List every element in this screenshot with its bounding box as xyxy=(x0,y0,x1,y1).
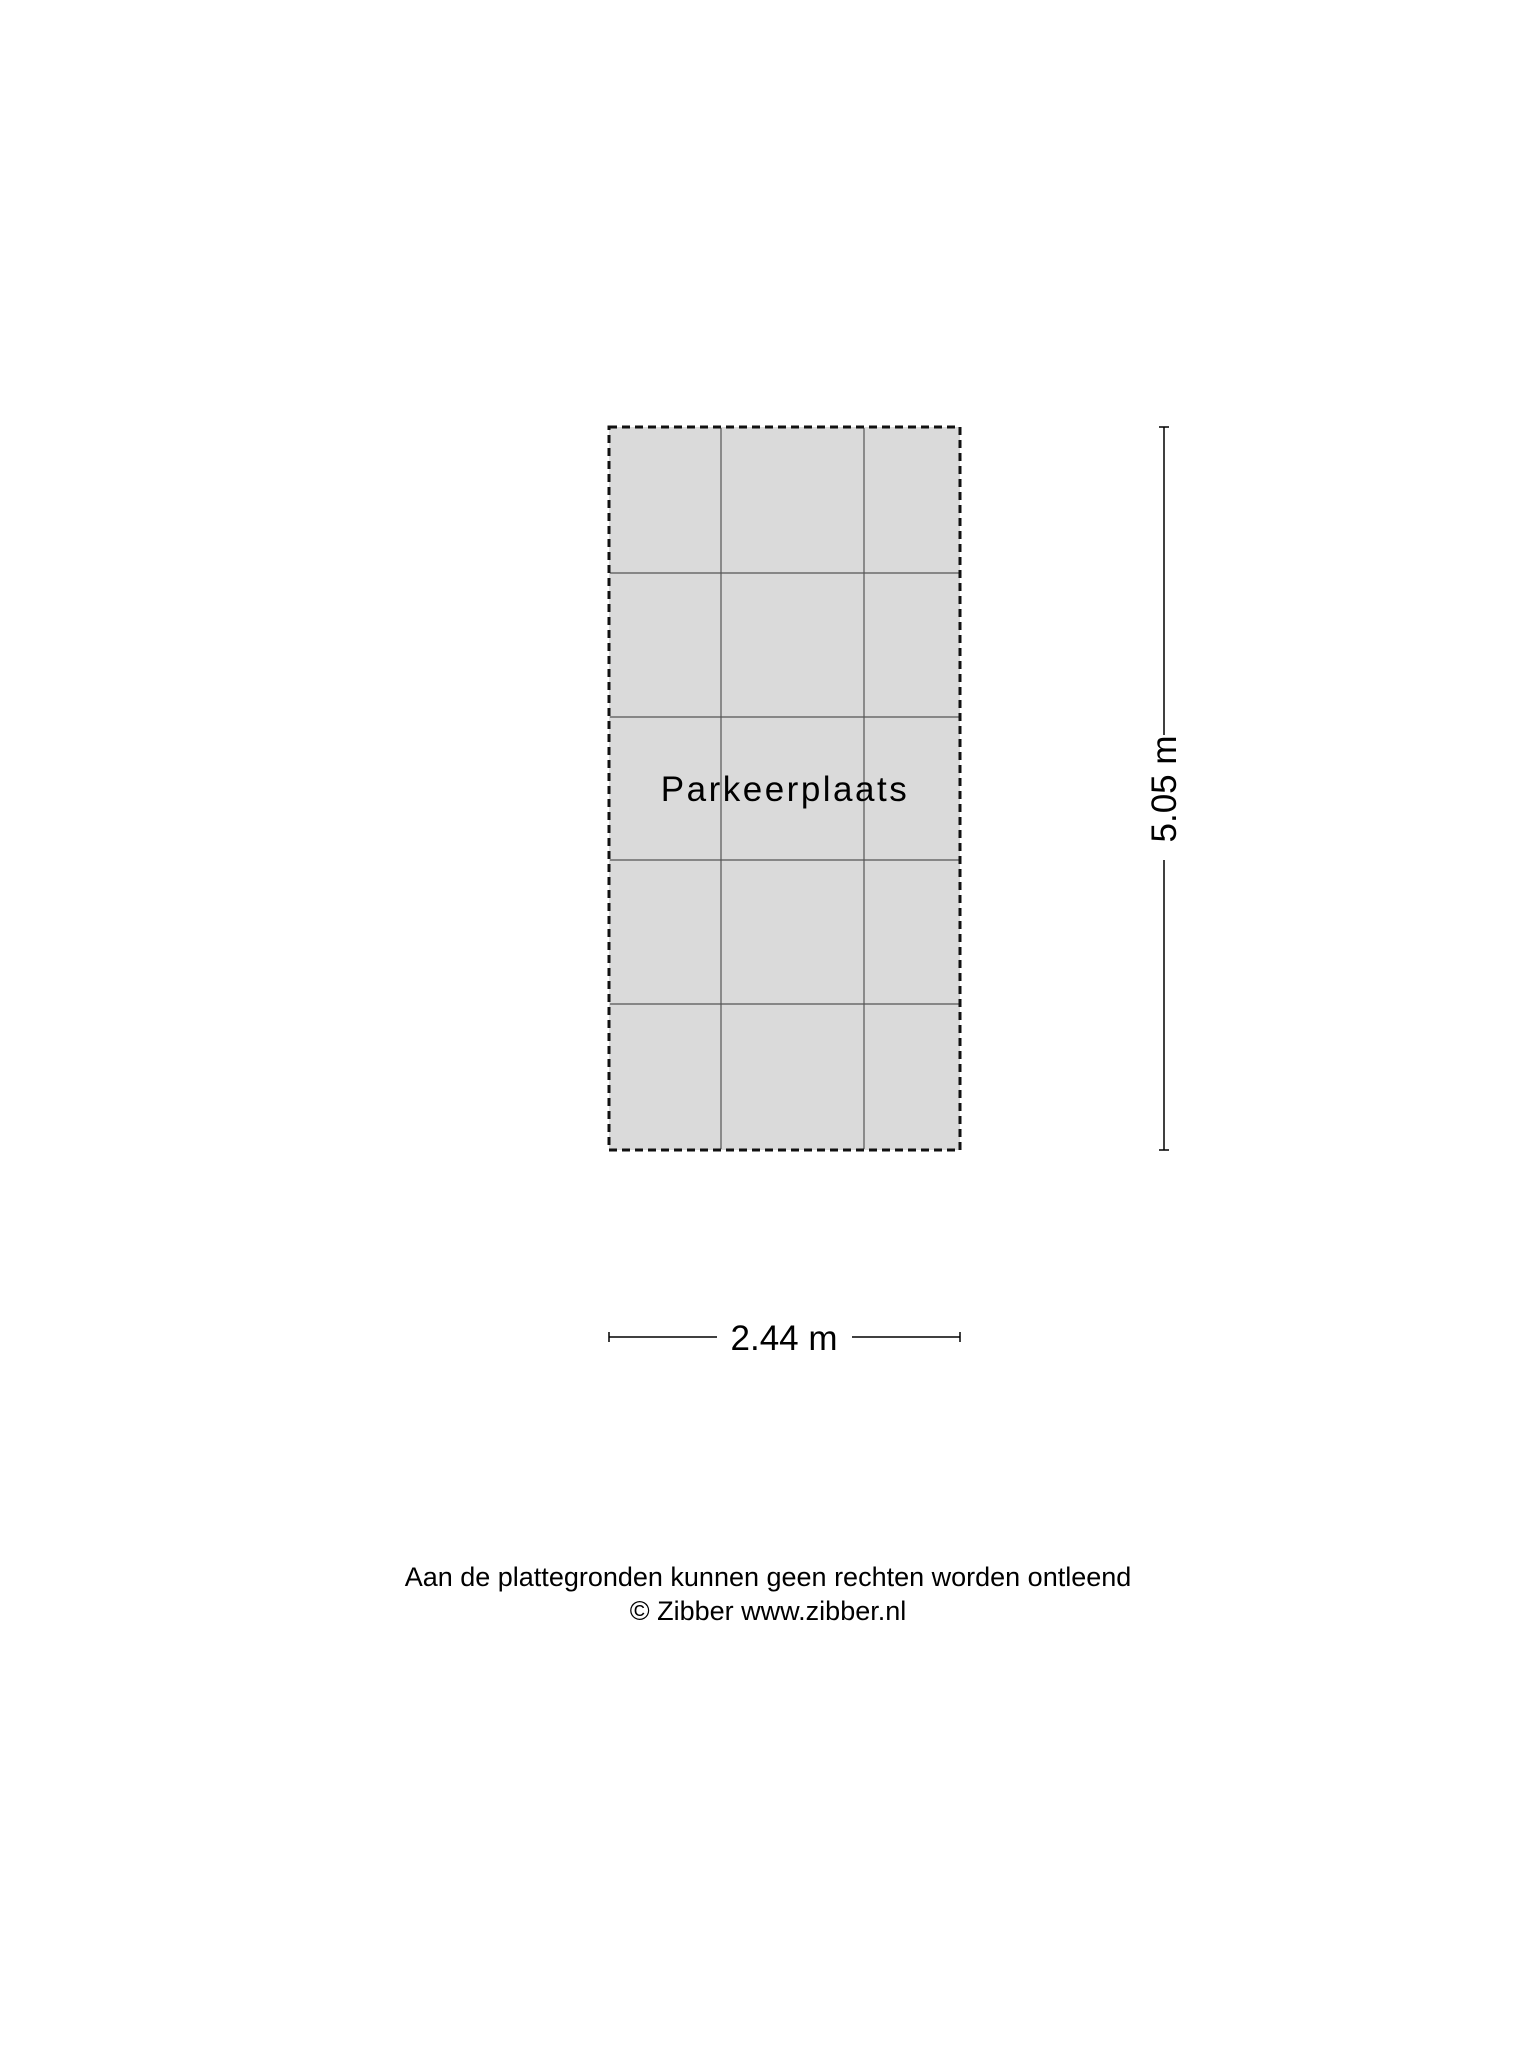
room-label: Parkeerplaats xyxy=(660,770,910,809)
height-dimension-label: 5.05 m xyxy=(1145,735,1184,843)
disclaimer-text: Aan de plattegronden kunnen geen rechten worden ontleend xyxy=(404,1562,1132,1592)
width-dimension-label: 2.44 m xyxy=(730,1319,838,1358)
copyright-text: © Zibber www.zibber.nl xyxy=(629,1596,907,1626)
footer xyxy=(0,1560,1536,1628)
